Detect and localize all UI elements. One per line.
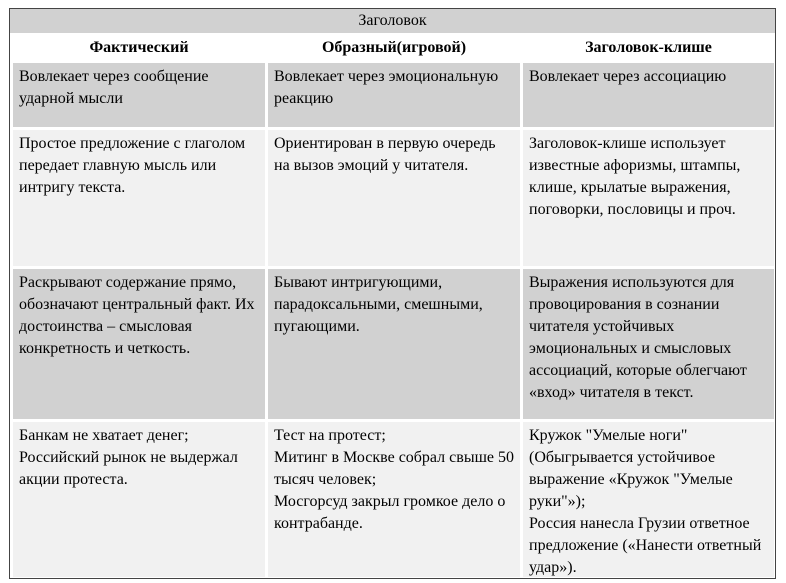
header-cliche: Заголовок-клише — [523, 36, 774, 60]
table-cell: Раскрывают содержание прямо, обозначают центральный факт. Их достоинства – смысловая конкретность и четкость. — [13, 269, 265, 419]
table-cell: Банкам не хватает денег; Российский рынок не выдержал акции протеста. — [13, 422, 265, 577]
table-cell: Тест на протест; Митинг в Москве собрал свыше 50 тысяч человек; Мосгорсуд закрыл громкое дело о контрабанде. — [268, 422, 520, 577]
header-factual: Фактический — [13, 36, 265, 60]
table-title: Заголовок — [10, 9, 775, 33]
table-cell: Выражения используются для провоцирования в сознании читателя устойчивых эмоциональных и смысловых ассоциаций, которые облегчают «вход» читателя в текст. — [523, 269, 774, 419]
table-cell: Бывают интригующими, парадоксальными, смешными, пугающими. — [268, 269, 520, 419]
table-cell: Ориентирован в первую очередь на вызов эмоций у читателя. — [268, 130, 520, 266]
table-cell: Вовлекает через сообщение ударной мысли — [13, 63, 265, 127]
header-figurative: Образный(игровой) — [268, 36, 520, 60]
table-cell: Кружок "Умелые ноги" (Обыгрывается устойчивое выражение «Кружок "Умелые руки"»); Россия нанесла Грузии ответное предложение («Нанести ответный удар»). — [523, 422, 774, 577]
comparison-table — [9, 8, 776, 579]
table-cell: Заголовок-клише использует известные афоризмы, штампы, клише, крылатые выражения, поговорки, пословицы и проч. — [523, 130, 774, 266]
table-cell: Простое предложение с глаголом передает главную мысль или интригу текста. — [13, 130, 265, 266]
table-cell: Вовлекает через ассоциацию — [523, 63, 774, 127]
table-cell: Вовлекает через эмоциональную реакцию — [268, 63, 520, 127]
